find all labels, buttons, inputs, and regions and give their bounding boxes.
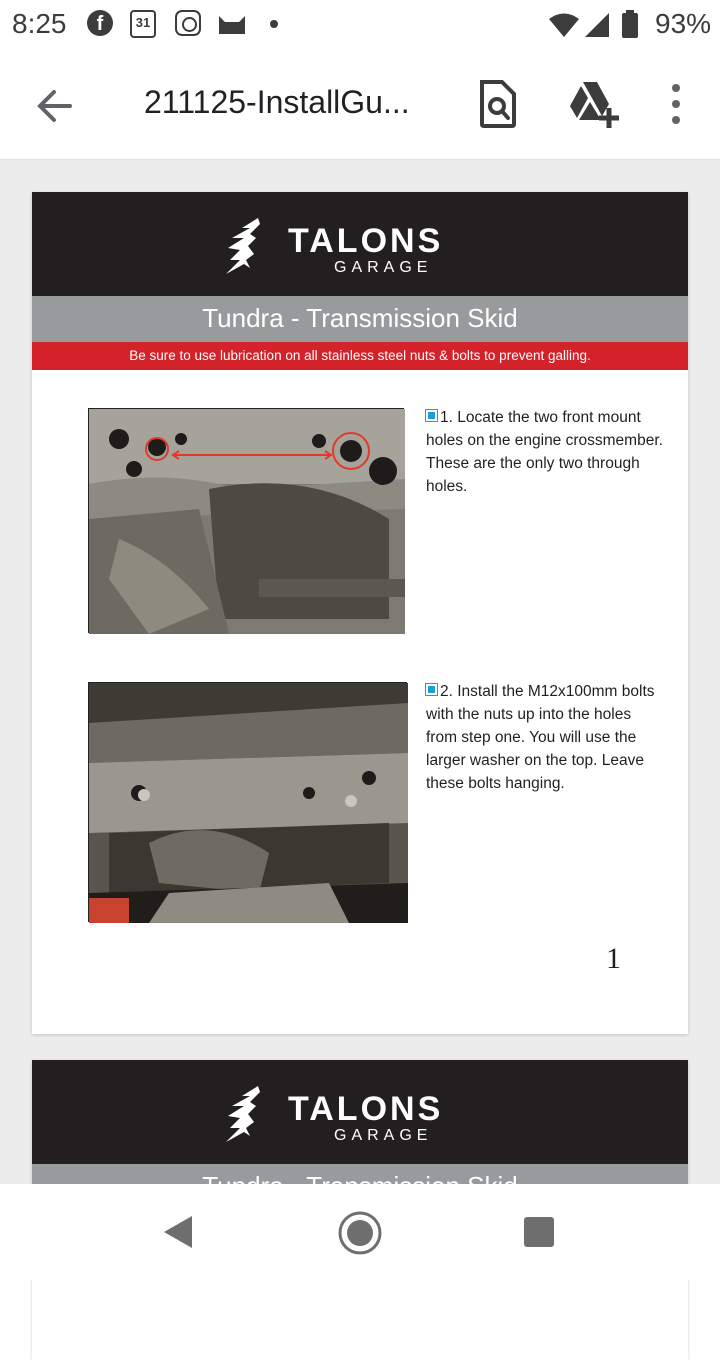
dot-icon xyxy=(270,20,278,28)
step-bullet-icon xyxy=(426,684,437,695)
brand-subtitle: GARAGE xyxy=(334,259,433,276)
brand-name: TALONS xyxy=(288,222,444,260)
battery-percent: 93% xyxy=(655,8,712,39)
find-in-page-icon xyxy=(472,78,522,130)
status-time: 8:25 xyxy=(12,8,67,39)
more-options-button[interactable] xyxy=(658,78,694,130)
step-bullet-icon xyxy=(426,410,437,421)
more-vert-icon xyxy=(658,78,694,130)
arrow-back-icon xyxy=(30,80,82,132)
add-to-drive-icon xyxy=(565,78,621,130)
pdf-viewer[interactable] xyxy=(0,160,720,1184)
brand-header xyxy=(32,192,688,296)
add-to-drive-button[interactable] xyxy=(565,78,621,130)
step-1-photo xyxy=(88,408,404,633)
instagram-icon xyxy=(175,10,201,36)
system-nav-bar xyxy=(0,1184,720,1280)
cat-icon xyxy=(217,12,247,41)
battery-icon xyxy=(622,10,638,43)
page-title: Tundra - Transmission Skid xyxy=(32,296,688,342)
brand-name: TALONS xyxy=(288,1090,444,1128)
nav-home-button[interactable] xyxy=(337,1210,383,1261)
status-bar xyxy=(0,0,720,50)
eagle-logo-icon xyxy=(222,1084,262,1144)
document-title: 211125-InstallGu... xyxy=(144,84,410,120)
step-1-text-content: 1. Locate the two front mount holes on the engine crossmember. These are the only two through holes. xyxy=(426,409,663,495)
back-button[interactable] xyxy=(30,80,82,132)
nav-recents-button[interactable] xyxy=(524,1217,554,1247)
eagle-logo-icon xyxy=(222,216,262,276)
page-number: 1 xyxy=(606,942,621,975)
facebook-icon: f xyxy=(87,10,113,36)
brand-subtitle: GARAGE xyxy=(334,1127,433,1144)
brand-header xyxy=(32,1060,688,1164)
nav-home-icon xyxy=(337,1210,383,1256)
pdf-page-1 xyxy=(32,192,688,1034)
signal-icon xyxy=(584,12,610,43)
app-bar xyxy=(0,50,720,160)
step-2-text-content: 2. Install the M12x100mm bolts with the nuts up into the holes from step one. You will use the larger washer on the top. Leave these bolts hanging. xyxy=(426,683,655,792)
nav-back-icon xyxy=(160,1214,194,1250)
calendar-icon: 31 xyxy=(130,10,156,38)
step-2-text xyxy=(426,680,666,795)
wifi-icon xyxy=(548,12,580,43)
step-1-text xyxy=(426,406,666,498)
nav-back-button[interactable] xyxy=(160,1214,194,1255)
warning-banner: Be sure to use lubrication on all stainless steel nuts & bolts to prevent galling. xyxy=(32,342,688,370)
step-2-photo xyxy=(88,682,407,922)
find-in-document-button[interactable] xyxy=(472,78,522,130)
